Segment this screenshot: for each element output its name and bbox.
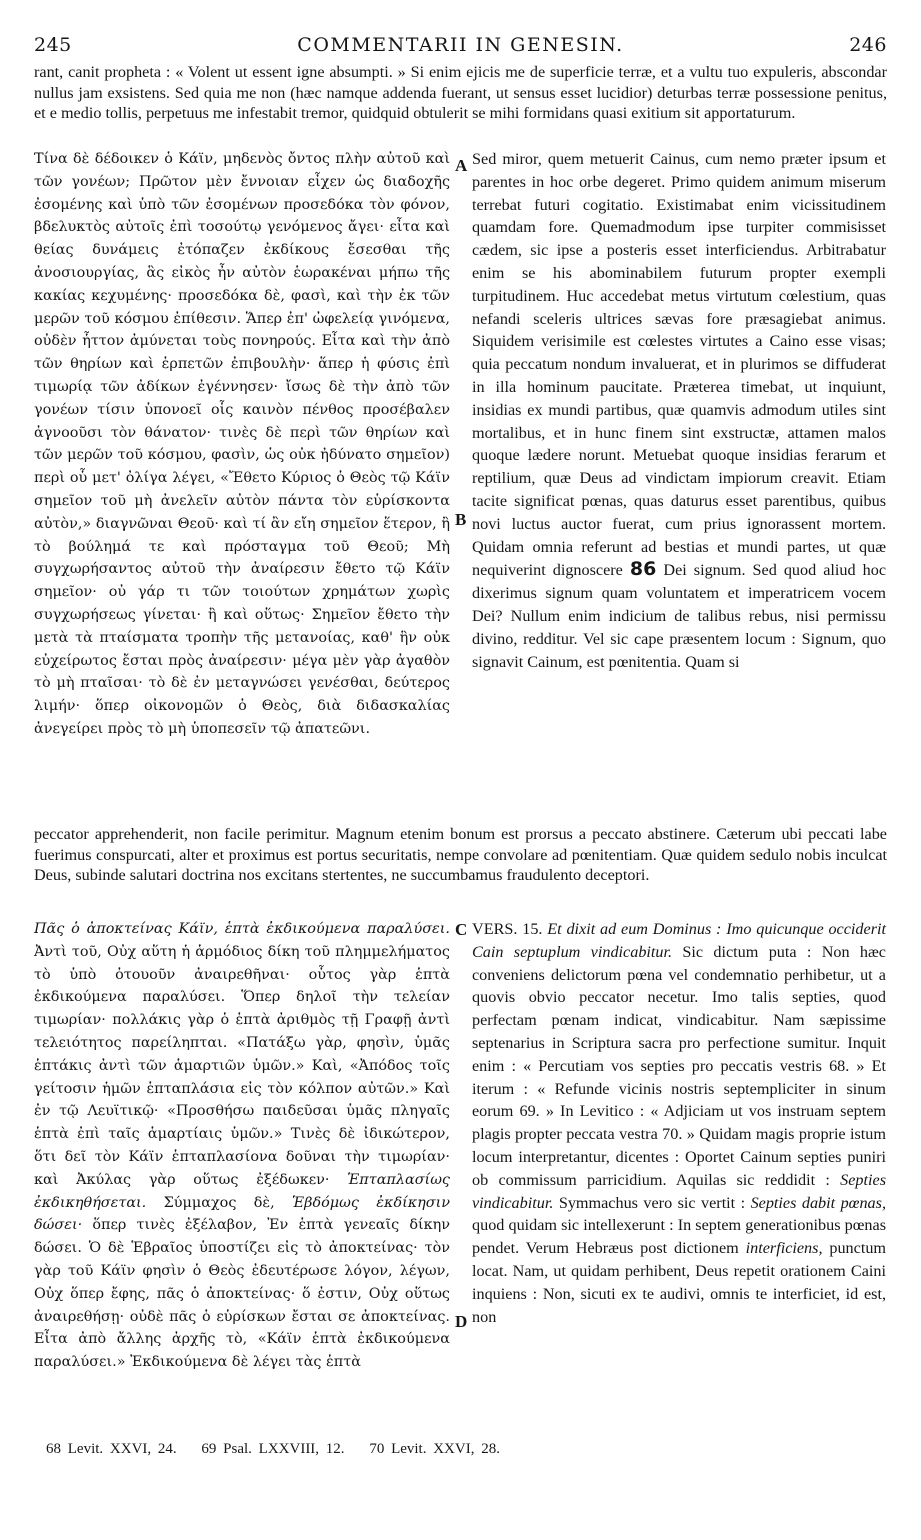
greek-column-a: Τίνα δὲ δέδοικεν ὁ Κάϊν, μηδενὸς ὄντος πλὴν αὐτοῦ καὶ τῶν γονέων; Πρῶτον μὲν ἔννοιαν εἶχεν ὡς διαδοχῆς ἐσομένης καὶ ὑπὸ τῶν ἐσομένων προσεδόκα τὸν φόνον, βδελυκτὸς αὐτοῖς ἐπὶ τοσούτῳ γενόμενος ἄγει· εἶτα καὶ θείας δυνάμεις ἐτόπαζεν ἐκδίκους ἔσεσθαι τῆς ἀνοσιουργίας, ἃς εἰκὸς ἦν αὐτὸν ἑωρακέναι μήπω τῆς κακίας κεχυμένης· προσεδόκα δὲ, φασὶ, καὶ τὴν ἐκ τῶν μερῶν τοῦ κόσμου ἐπίθεσιν. Ἅπερ ἐπ' ὠφελείᾳ γινόμενα, οὐδὲν ἧττον ἀμύνεται τοὺς πονηρούς. Εἶτα καὶ τὴν ἀπὸ τῶν θηρίων καὶ ἑρπετῶν ἐπιβουλὴν· ἅπερ ἡ φύσις ἐπὶ τιμωρίᾳ τῶν ἀδίκων ἐγέννησεν· ἴσως δὲ τὴν ἀπὸ τῶν γονέων τίσιν ὑπονοεῖ οἷς καινὸν πένθος προσέβαλεν ἀγνοοῦσι τὸν θάνατον· τινὲς δὲ περὶ τῶν θηρίων καὶ τῶν μερῶν τοῦ κόσμου, φασὶν, ὡς οὐκ ἠδύνατο σημεῖον) περὶ οὗ μετ' ὀλίγα λέγει, «Ἔθετο Κύριος ὁ Θεὸς τῷ Κάϊν σημεῖον τοῦ μὴ ἀνελεῖν αὐτὸν πάντα τὸν εὑρίσκοντα αὐτὸν,» διαγνῶναι Θεοῦ· καὶ τί ἂν εἴη σημεῖον ἕτερον, ἢ τὸ βούλημά τε καὶ πρόσταγμα τοῦ Θεοῦ; Μὴ συγχωρήσαντος αὐτοῦ τὴν ἀναίρεσιν ἔθετο τῷ Κάϊν σημεῖον· οὐ γάρ τι τῶν τοιούτων χρημάτων χωρὶς συγχωρήσεως γίνεται· ἢ καὶ οὕτως· Σημεῖον ἔθετο τὴν μετὰ τὰ πταίσματα τροπὴν τῆς μετανοίας, καθ' ἣν οὐκ εὐχείρωτος ἔσται πρὸς ἀναίρεσιν· μέγα μὲν γὰρ ἀγαθὸν τὸ μὴ πταῖσαι· τὸ δὲ ἐν μεταγνώσει γενέσθαι, δεύτερος λιμήν· ὅπερ οἰκονομῶν ὁ Θεὸς, διὰ διδασκαλίας ἀνεγείρει πρὸς τὸ μὴ ὑποπεσεῖν τῷ ἀπατεῶνι. [34, 151, 450, 737]
latin-lemma: Et dixit ad eum Dominus : Imo quicunque occiderit Cain septuplum vindicabitur. [472, 920, 886, 961]
greek-lemma: Πᾶς ὁ ἀποκτείνας Κάϊν, ἑπτὰ ἐκδικούμενα παραλύσει. [34, 921, 450, 937]
greek-quote-aquila: Ἑπταπλασίως ἐκδικηθήσεται. [34, 1171, 450, 1211]
latin-quote-interficiens: interficiens, [745, 1239, 823, 1258]
latin-quote-aquila: Septies vindicabitur. [472, 1170, 886, 1212]
page-number-right: 246 [849, 34, 887, 56]
greek-text-c2: Σύμμαχος δὲ, [163, 1194, 275, 1211]
column-number: 86 [629, 558, 657, 581]
latin-text-c3: quod quidam sic intellexerunt : In septem generationibus pœnas pendet. Verum Hebræus post dictionem [472, 1216, 886, 1258]
footnotes [46, 1441, 518, 1458]
margin-marker-a: A [455, 156, 468, 175]
latin-text-c4: punctum locat. Nam, ut quidam perhibent, Deus repetit orationem Caini inquiens : Non, sicuti ex te audivi, omnis te interficiet, id est, non [472, 1239, 887, 1326]
latin-text-c2: Symmachus vero sic vertit : [558, 1193, 746, 1212]
latin-column-a [472, 148, 886, 673]
intro-paragraph: rant, canit propheta : « Volent ut essent igne absumpti. » Si enim ejicis me de superficie terræ, et a vultu tuo expuleris, abscondar nullus jam exsistens. Sed quia me non (hæc namque addenda fuerant, ut sensus esset lucidior) deturbas terræ possessione penitus, et e medio tollis, perpetuus me infestabit tremor, quidquid obtulerit se mihi formidans quasi exitium sit apportaturum. [34, 63, 887, 122]
running-title: COMMENTARII IN GENESIN. [297, 34, 624, 56]
footnote-70: 70 Levit. XXVI, 28. [369, 1441, 500, 1457]
footnote-68: 68 Levit. XXVI, 24. [46, 1441, 177, 1457]
greek-text-c3: ὅπερ τινὲς ἐξέλαβον, Ἐν ἑπτὰ γενεαῖς δίκην δώσει. Ὁ δὲ Ἑβραῖος ὑποστίζει εἰς τὸ ἀποκτείνας· τὸν γὰρ τοῦ Κάϊν φησὶν ὁ Θεὸς ἐδευτέρωσε λόγον, λέγων, Οὐχ ὅπερ ἔφης, πᾶς ὁ ἀποκτείνας· ὅ ἐστιν, Οὐχ οὕτως ἀναιρεθήσῃ· οὐδὲ πᾶς ὁ εὑρίσκων ἔσται σε ἀποκτείνας. Εἶτα ἀπὸ ἄλλης ἀρχῆς τὸ, «Κάϊν ἑπτὰ ἐκδικούμενα παραλύσει.» Ἐκδικούμενα δὲ λέγει τὰς ἑπτὰ [34, 1217, 450, 1371]
margin-marker-b: B [455, 510, 467, 529]
latin-column-c [472, 918, 886, 1328]
latin-text-c1: Sic dictum puta : Non hæc conveniens delictorum pœna vel condemnatio perhibetur, ut a quovis obvio peccator necetur. Imo talis septies, quod perfectam pœnam indicat, vindicabitur. Nam sæpissime septenarius in Scriptura sacra pro perfectione sumitur. Inquit enim : « Percutiam vos septies pro peccatis vestris 68. » Et iterum : « Refunde vicinis nostris septempliciter in sinum eorum 69. » In Levitico : « Adjiciam ut vos instruam septem plagis propter peccata vestra 70. » Quidam magis proprie istum locum interpretantur, dicentes : Oportet Cainum septies puniri ob commissum parricidium. Aquilas sic reddidit : [472, 942, 886, 1189]
margin-marker-c: C [455, 920, 468, 939]
greek-text-c1: Ἀντὶ τοῦ, Οὐχ αὕτη ἡ ἁρμόδιος δίκη τοῦ πλημμελήματος τὸ ὑπὸ ὁτουοῦν ἀναιρεθῆναι· οὗτος γὰρ ἑπτὰ ἐκδικούμενα παραλύσει. Ὅπερ δηλοῖ τὴν τελείαν τιμωρίαν· πολλάκις γὰρ ὁ ἑπτὰ ἀριθμὸς τῇ Γραφῇ ἀντὶ τελειότητος παρείληπται. «Πατάξω γὰρ, φησὶν, ὑμᾶς ἑπτάκις ἀντὶ τῶν ἁμαρτιῶν ὑμῶν.» Καὶ, «Ἀπόδος τοῖς γείτοσιν ἡμῶν ἑπταπλάσια εἰς τὸν κόλπον αὐτῶν.» Καὶ ἐν τῷ Λευϊτικῷ· «Προσθήσω παιδεῦσαι ὑμᾶς πληγαῖς ἑπτὰ ἐπὶ ταῖς ἁμαρτίαις ὑμῶν.» Τινὲς δὲ ἰδικώτερον, ὅτι δεῖ τὸν Κάϊν ἑπταπλασίονα δοῦναι τὴν τιμωρίαν· καὶ Ἀκύλας γὰρ οὕτως ἐξέδωκεν· [34, 943, 450, 1188]
margin-marker-d: D [455, 1312, 468, 1331]
footnote-69: 69 Psal. LXXVIII, 12. [201, 1441, 345, 1457]
latin-quote-symmachus: Septies dabit pœnas, [750, 1193, 886, 1212]
page-header [34, 34, 887, 62]
middle-paragraph: peccator apprehenderit, non facile perimitur. Magnum etenim bonum est prorsus a peccato abstinere. Cæterum ubi peccati labe fuerimus conspurcati, alter et proximus est portus securitatis, nempe convolare ad pœnitentiam. Quæ quidem sedulo nobis inculcat Deus, subinde salutari doctrina nos excitans stertentes, ne succumbamus fraudulento deceptori. [34, 825, 887, 884]
page-number-left: 245 [34, 34, 72, 56]
latin-text-a2: Dei signum. Sed quod aliud hoc dixerimus signum quam voluntatem et imperatricem vocem Dei? Nullum enim indicium de talibus rebus, nisi permissu divino, redditur. Vel sic cape præsentem locum : Signum, quo signavit Cainum, est pœnitentia. Quam si [472, 561, 887, 671]
latin-text-a1: Sed miror, quem metuerit Cainus, cum nemo præter ipsum et parentes in hoc orbe degeret. Primo quidem animum miserum terrebat futuri cogitatio. Existimabat enim vicissitudinem quamdam fore. Quemadmodum ipse turpiter commisisset cædem, sic ipse a posteris esset interficiendus. Arbitrabatur enim se his abominabilem futurum propter exempli turpitudinem. Huc accedebat metus virtutum cœlestium, quas nefandi sceleris ultrices sævas fore præsagiebat animus. Siquidem verisimile est cœlestes virtutes a Caino esse visas; quia peccatum nondum invaluerat, et in plurimos se diffuderat in illa hominum paucitate. Præterea timebat, ut inquiunt, insidias ex mundi partibus, quæ quamvis admodum utiles sint mortalibus, et in hunc finem sint exstructæ, attamen malos quoque lædere norunt. Metuebat quoque insidias ferarum et reptilium, quæ Deus ad vindictam impiorum creavit. Etiam tacite significat pœnas, quas daturus esset parentibus, quibus novi luctus auctor fuerat, cum prius ignorassent mortem. Quidam omnia referunt ad bestias et mundi partes, ut quæ nequiverint dignoscere [472, 150, 886, 580]
greek-quote-symmachus: Ἑβδόμως ἐκδίκησιν δώσει· [34, 1194, 451, 1234]
greek-column-c [34, 918, 450, 1374]
verse-number: VERS. 15. [472, 920, 543, 938]
